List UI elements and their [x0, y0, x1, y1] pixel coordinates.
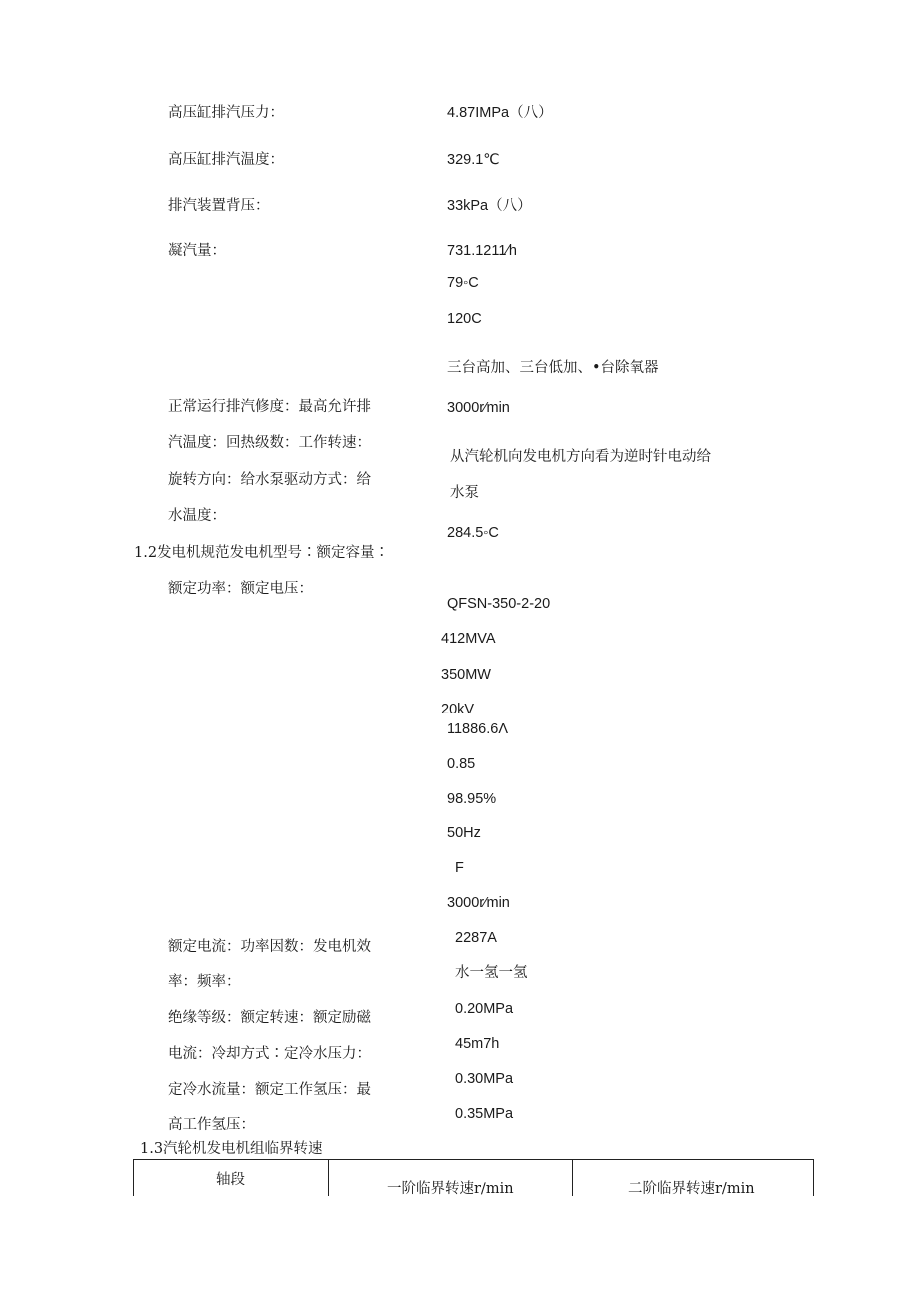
generator-label-line: 率：频率： — [168, 974, 241, 990]
value-rotation-line2: 水泵 — [450, 485, 479, 501]
value-frequency: 50Hz — [447, 825, 481, 841]
para-line: 旋转方向：给水泵驱动方式：给 — [168, 472, 371, 488]
value-rated-capacity: 412MVA — [441, 631, 496, 647]
value-cooling: 水一氢一氢 — [455, 965, 528, 981]
generator-label-line: 定冷水流量：额定工作氢压：最 — [168, 1082, 371, 1098]
value-speed: 3000r∕min — [447, 400, 510, 416]
value-generator-model: QFSN-350-2-20 — [447, 596, 551, 612]
label-exhaust-backpressure: 排汽装置背压： — [168, 198, 270, 214]
value-max-exhaust-temp: 120C — [447, 311, 482, 327]
generator-label-line: 电流：冷却方式∶定冷水压力： — [168, 1046, 371, 1062]
value-rated-power: 350MW — [441, 667, 491, 683]
label-hp-exhaust-pressure: 高压缸排汽压力： — [168, 105, 284, 121]
value-power-factor: 0.85 — [447, 756, 476, 772]
table-header-cell — [573, 1160, 814, 1197]
value-hp-exhaust-pressure: 4.87IMPa（八） — [447, 105, 553, 121]
generator-label-line: 额定功率：额定电压： — [168, 581, 313, 597]
para-line: 水温度： — [168, 508, 226, 524]
value-rated-voltage: 20kV — [441, 702, 475, 713]
table-header-row — [134, 1160, 814, 1197]
generator-label-line: 绝缘等级：额定转速：额定励磁 — [168, 1010, 371, 1026]
value-exhaust-backpressure: 33kPa（八） — [447, 198, 532, 214]
generator-label-line: 额定电流：功率因数：发电机效 — [168, 939, 371, 955]
value-max-h2-pressure: 0.35MPa — [455, 1106, 514, 1122]
value-excitation-current: 2287A — [455, 930, 497, 946]
column-header-shaft-section: 轴段 — [216, 1172, 245, 1188]
value-regen-stages: 三台高加、三台低加、•台除氧器 — [447, 360, 659, 376]
value-feedwater-temp: 284.5◦C — [447, 525, 499, 541]
value-rated-current: 11886.6Λ — [447, 721, 509, 737]
generator-heading: 1.2发电机规范发电机型号∶额定容量∶ — [134, 545, 390, 561]
value-condensate-flow: 731.1211∕h — [447, 243, 517, 259]
value-stator-water-flow: 45m7h — [455, 1036, 500, 1052]
para-line: 汽温度：回热级数：工作转速： — [168, 435, 371, 451]
value-hp-exhaust-temp: 329.1℃ — [447, 152, 500, 168]
generator-label-line: 高工作氢压： — [168, 1117, 255, 1133]
label-hp-exhaust-temp: 高压缸排汽温度： — [168, 152, 284, 168]
table-header-cell — [134, 1160, 329, 1197]
table-header-cell — [329, 1160, 573, 1197]
value-rotation-line1: 从汽轮机向发电机方向看为逆时针电动给 — [450, 449, 711, 465]
value-stator-water-pressure: 0.20MPa — [455, 1001, 514, 1017]
value-efficiency: 98.95% — [447, 791, 497, 807]
value-normal-exhaust-temp: 79◦C — [447, 275, 479, 291]
critical-speed-table — [133, 1159, 814, 1196]
column-header-first-critical: 一阶临界转速r∕min — [387, 1181, 514, 1197]
critical-speed-heading: 1.3汽轮机发电机组临界转速 — [140, 1141, 323, 1157]
value-insulation: F — [455, 860, 464, 876]
column-header-second-critical: 二阶临界转速r/min — [628, 1181, 755, 1197]
value-rated-speed: 3000r∕min — [447, 895, 510, 911]
label-condensate-flow: 凝汽量： — [168, 243, 226, 259]
value-rated-h2-pressure: 0.30MPa — [455, 1071, 514, 1087]
para-line: 正常运行排汽修度：最高允许排 — [168, 399, 371, 415]
